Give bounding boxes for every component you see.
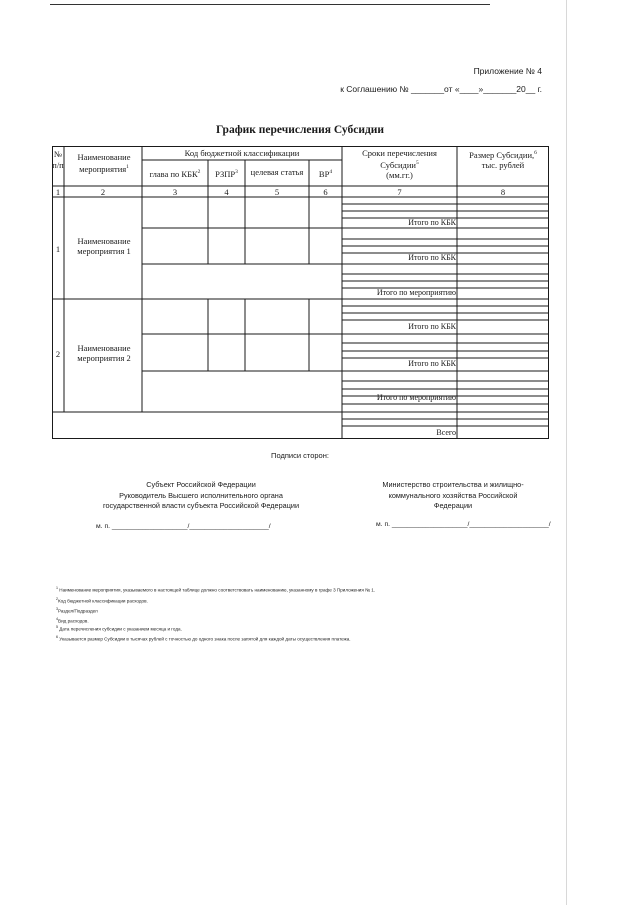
header-event-name: Наименование мероприятия$^1$ [77,152,131,174]
total-by-kbk-1a: Итого по КБК [408,218,456,227]
header-budget-code: Код бюджетной классификации [184,148,300,158]
subsidy-schedule-table [52,146,549,439]
row-2-number: 2 [55,349,61,359]
stamp-signature-line-ministry: м. п. ____________________/_____________________/ [376,521,551,528]
column-number-7: 7 [397,187,402,197]
stamp-signature-line-region: м. п. ____________________/_____________________/ [96,523,271,530]
top-border-line [50,4,490,5]
ministry-line-3: Федерации [433,501,473,510]
row-2-event-name: Наименование мероприятия 2 [77,343,131,363]
region-line-1: Субъект Российской Федерации [146,480,256,489]
header-target-article: целевая статья [250,167,304,177]
signature-block-ministry [358,480,548,512]
total-by-kbk-1b: Итого по КБК [408,253,456,262]
ministry-line-2: коммунального хозяйства Российской [388,490,518,500]
footnote-3: $^3$Раздел/Подраздел [56,607,98,614]
footnote-1: $^1$ Наименование мероприятия, указываемого в настоящей таблице должно соответствовать наименованию, указанному в графе 3 Приложения № 1. [56,586,376,593]
column-number-2: 2 [100,187,106,197]
total-by-event-2: Итого по мероприятию [376,393,456,402]
row-1-event-name: Наименование мероприятия 1 [77,236,131,256]
footnote-4: $^4$Вид расходов. [56,617,89,624]
header-number: № п/п [52,149,64,170]
footnote-6: $^6$ Указывается размер Субсидии в тысячах рублей с точностью до одного знака после запятой для каждой даты осуществления платежа. [56,635,351,642]
footnote-2: $^2$Код бюджетной классификации расходов. [56,597,148,604]
column-number-5: 5 [274,187,280,197]
header-rzpr: РЗПР$^3$ [215,168,238,179]
total-by-event-1: Итого по мероприятию [376,288,456,297]
signature-block-region [66,480,336,512]
header-vr: $ВР^4$ [318,168,333,179]
agreement-reference: к Соглашению № _______от «____»_______20__ г. [340,84,542,94]
region-line-2: Руководитель Высшего исполнительного органа [119,490,283,500]
column-number-8: 8 [500,187,506,197]
column-number-3: 3 [172,187,178,197]
header-glava: глава по КБК$^2$ [149,168,201,179]
ministry-line-1: Министерство строительства и жилищно- [382,480,524,489]
total-by-kbk-2a: Итого по КБК [408,322,456,331]
row-1-number: 1 [55,244,61,254]
column-number-4: 4 [224,187,229,197]
region-line-3: государственной власти субъекта Российской Федерации [102,501,300,510]
grand-total: Всего [436,428,456,437]
header-subsidy-amount: Размер Субсидии,$^6$ тыс. рублей [469,149,537,170]
annex-label: Приложение № 4 [473,66,542,76]
column-number-1: 1 [55,187,61,197]
header-transfer-dates: Сроки перечисления Субсидии$^5$ (мм.гг.) [362,148,437,180]
footnote-5: $^5$ Дата перечисления субсидии с указанием месяца и года. [56,625,182,632]
document-title: График перечисления Субсидии [215,124,385,136]
column-number-6: 6 [323,187,328,197]
total-by-kbk-2b: Итого по КБК [408,359,456,368]
signatures-heading: Подписи сторон: [271,451,329,460]
